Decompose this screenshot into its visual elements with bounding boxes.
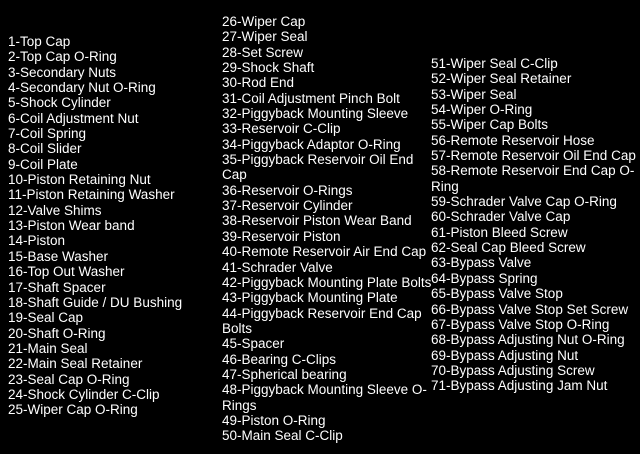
part-list-item: 62-Seal Cap Bleed Screw	[431, 240, 586, 256]
part-list-item: 30-Rod End	[222, 75, 295, 91]
part-list-item: 64-Bypass Spring	[431, 270, 538, 286]
part-list-item: 47-Spherical bearing	[222, 366, 347, 382]
part-list-item: 11-Piston Retaining Washer	[8, 187, 175, 203]
part-list-item: 14-Piston	[8, 233, 66, 249]
part-list-item: 21-Main Seal	[8, 340, 88, 356]
part-list-item: 13-Piston Wear band	[8, 218, 135, 234]
part-list-item: 52-Wiper Seal Retainer	[431, 71, 572, 87]
parts-column-2	[222, 14, 436, 444]
part-list-item: 54-Wiper O-Ring	[431, 102, 533, 118]
part-list-item: 71-Bypass Adjusting Jam Nut	[431, 378, 608, 394]
part-list-item: 45-Spacer	[222, 336, 285, 352]
part-list-item: 7-Coil Spring	[8, 126, 87, 142]
part-list-item: 70-Bypass Adjusting Screw	[431, 362, 595, 378]
part-list-item: 59-Schrader Valve Cap O-Ring	[431, 194, 617, 210]
part-list-item: 27-Wiper Seal	[222, 29, 308, 45]
part-list-item: 41-Schrader Valve	[222, 259, 333, 275]
part-list-item: 22-Main Seal Retainer	[8, 356, 143, 372]
part-list-item: 3-Secondary Nuts	[8, 64, 117, 80]
part-list-item: 67-Bypass Valve Stop O-Ring	[431, 316, 610, 332]
part-list-item: 33-Reservoir C-Clip	[222, 121, 341, 137]
part-list-item: 1-Top Cap	[8, 34, 71, 49]
part-list-item: 16-Top Out Washer	[8, 264, 125, 280]
part-list-item: 17-Shaft Spacer	[8, 279, 106, 295]
part-list-item: 23-Seal Cap O-Ring	[8, 371, 130, 387]
part-list-item: 43-Piggyback Mounting Plate	[222, 290, 398, 306]
parts-column-3	[431, 56, 639, 394]
part-list-item: 55-Wiper Cap Bolts	[431, 117, 549, 133]
part-list-item: 6-Coil Adjustment Nut	[8, 110, 139, 126]
part-list-item: 50-Main Seal C-Clip	[222, 428, 343, 444]
part-list-item: 20-Shaft O-Ring	[8, 325, 106, 341]
part-list-item: 57-Remote Reservoir Oil End Cap	[431, 148, 636, 164]
part-list-item: 35-Piggyback Reservoir Oil End Cap	[222, 152, 414, 183]
part-list-item: 2-Top Cap O-Ring	[8, 49, 117, 65]
part-list-item: 12-Valve Shims	[8, 202, 102, 218]
part-list-item: 8-Coil Slider	[8, 141, 82, 157]
part-list-item: 15-Base Washer	[8, 248, 109, 264]
part-list-item: 60-Schrader Valve Cap	[431, 209, 571, 225]
part-list-item: 4-Secondary Nut O-Ring	[8, 80, 156, 96]
part-list-item: 39-Reservoir Piston	[222, 228, 341, 244]
part-list-item: 25-Wiper Cap O-Ring	[8, 402, 138, 418]
part-list-item: 51-Wiper Seal C-Clip	[431, 56, 558, 71]
part-list-item: 26-Wiper Cap	[222, 14, 306, 29]
part-list-item: 44-Piggyback Reservoir End Cap Bolts	[222, 305, 422, 336]
part-list-item: 56-Remote Reservoir Hose	[431, 132, 595, 148]
part-list-item: 24-Shock Cylinder C-Clip	[8, 386, 160, 402]
part-list-item: 68-Bypass Adjusting Nut O-Ring	[431, 332, 625, 348]
part-list-item: 49-Piston O-Ring	[222, 412, 326, 428]
part-list-item: 9-Coil Plate	[8, 156, 78, 172]
part-list-item: 38-Reservoir Piston Wear Band	[222, 213, 412, 229]
part-list-item: 63-Bypass Valve	[431, 255, 532, 271]
part-list-item: 58-Remote Reservoir End Cap O-Ring	[431, 163, 635, 194]
part-list-item: 19-Seal Cap	[8, 310, 84, 326]
part-list-item: 48-Piggyback Mounting Sleeve O-Rings	[222, 382, 427, 413]
part-list-item: 28-Set Screw	[222, 44, 304, 60]
part-list-item: 61-Piston Bleed Screw	[431, 224, 568, 240]
part-list-item: 36-Reservoir O-Rings	[222, 182, 353, 198]
part-list-item: 46-Bearing C-Clips	[222, 351, 337, 367]
part-list-item: 65-Bypass Valve Stop	[431, 286, 563, 302]
parts-column-1	[8, 34, 222, 418]
part-list-item: 31-Coil Adjustment Pinch Bolt	[222, 90, 400, 106]
part-list-item: 40-Remote Reservoir Air End Cap	[222, 244, 427, 260]
part-list-item: 42-Piggyback Mounting Plate Bolts	[222, 274, 432, 290]
part-list-item: 66-Bypass Valve Stop Set Screw	[431, 301, 629, 317]
part-list-item: 29-Shock Shaft	[222, 60, 315, 76]
part-list-item: 32-Piggyback Mounting Sleeve	[222, 106, 409, 122]
part-list-item: 18-Shaft Guide / DU Bushing	[8, 294, 183, 310]
part-list-item: 5-Shock Cylinder	[8, 95, 111, 111]
part-list-item: 10-Piston Retaining Nut	[8, 172, 151, 188]
part-list-item: 34-Piggyback Adaptor O-Ring	[222, 136, 401, 152]
part-list-item: 53-Wiper Seal	[431, 86, 517, 102]
part-list-item: 37-Reservoir Cylinder	[222, 198, 353, 214]
part-list-item: 69-Bypass Adjusting Nut	[431, 347, 579, 363]
